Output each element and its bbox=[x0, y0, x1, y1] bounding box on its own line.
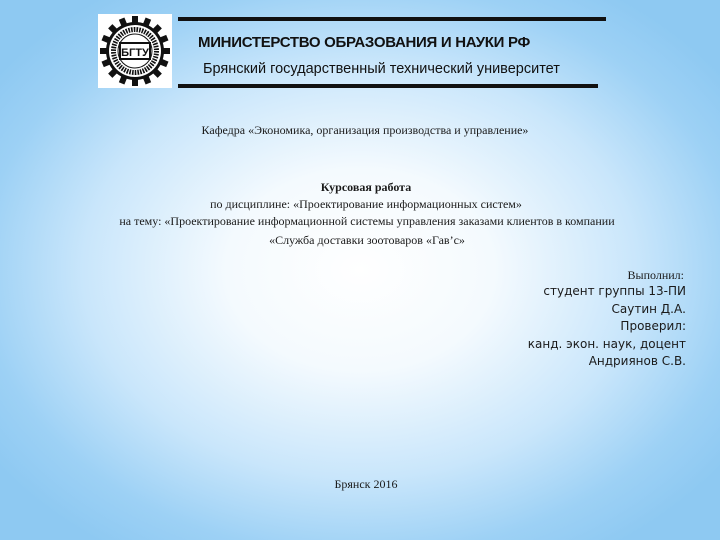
city-year: Брянск 2016 bbox=[334, 477, 398, 491]
signature-block bbox=[528, 267, 686, 371]
header-rule-bottom bbox=[178, 84, 598, 88]
university-logo bbox=[98, 14, 172, 88]
ministry-title: МИНИСТЕРСТВО ОБРАЗОВАНИЯ И НАУКИ РФ bbox=[198, 34, 530, 51]
topic-line-2: «Служба доставки зоотоваров «Гав’с» bbox=[269, 233, 465, 247]
department-line: Кафедра «Экономика, организация производства и управление» bbox=[201, 123, 529, 137]
student-group: студент группы 13-ПИ bbox=[543, 284, 686, 298]
university-name: Брянский государственный технический университет bbox=[203, 61, 560, 77]
topic-line-1: на тему: «Проектирование информационной системы управления заказами клиентов в компании bbox=[119, 214, 615, 228]
performed-label: Выполнил: bbox=[627, 268, 684, 282]
logo-text: БГТУ bbox=[121, 47, 149, 59]
supervisor-title: канд. экон. наук, доцент bbox=[527, 336, 686, 351]
work-title: Курсовая работа bbox=[320, 180, 412, 194]
supervisor-name: Андриянов С.В. bbox=[588, 354, 686, 368]
header-rule-top bbox=[178, 17, 606, 21]
student-name: Саутин Д.А. bbox=[611, 301, 686, 316]
discipline-line: по дисциплине: «Проектирование информационных систем» bbox=[210, 197, 522, 211]
checked-label: Проверил: bbox=[620, 319, 686, 333]
gear-emblem-icon bbox=[98, 14, 172, 88]
